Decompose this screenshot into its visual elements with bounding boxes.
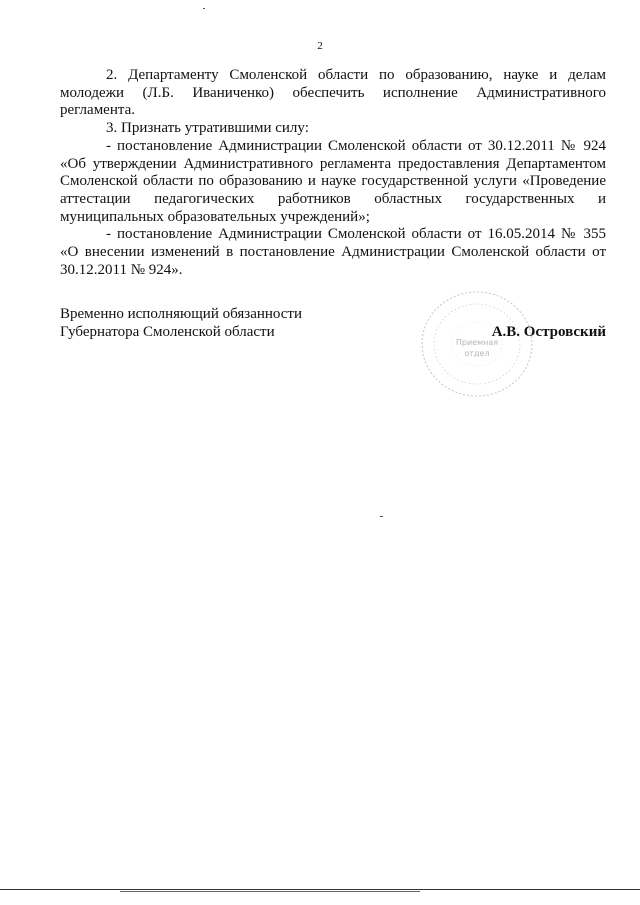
paragraph-item-2: 2. Департаменту Смоленской области по образованию, науке и делам молодежи (Л.Б. Иваниченко) обеспечить исполнение Административного регламента. [60, 67, 606, 119]
signer-name: А.В. Островский [491, 324, 606, 340]
scan-border-line [120, 891, 420, 892]
paragraph-repeal-355: - постановление Администрации Смоленской области от 16.05.2014 № 355 «О внесении изменений в постановление Администрации Смоленской области от 30.12.2011 № 924». [60, 226, 606, 278]
stamp-text-line1: Приемная [455, 338, 499, 347]
paragraph-repeal-924: - постановление Администрации Смоленской области от 30.12.2011 № 924 «Об утверждении Административного регламента предоставления Департаментом Смоленской области по образованию и науке государственной услуги «Проведение аттестации педагогических работников областных государственных и муниципальных образовательных учреждений»; [60, 137, 606, 225]
paragraph-item-3: 3. Признать утратившими силу: [106, 120, 309, 137]
scan-border-line [0, 889, 640, 890]
scan-speck [380, 516, 383, 517]
signer-position-line2: Губернатора Смоленской области [60, 324, 275, 340]
document-body [60, 67, 606, 279]
signature-block [60, 305, 606, 341]
stamp-text-line2: отдел [464, 349, 490, 358]
signer-position-line1: Временно исполняющий обязанности [60, 306, 303, 322]
page-number: 2 [317, 40, 323, 52]
scan-speck [203, 8, 205, 9]
